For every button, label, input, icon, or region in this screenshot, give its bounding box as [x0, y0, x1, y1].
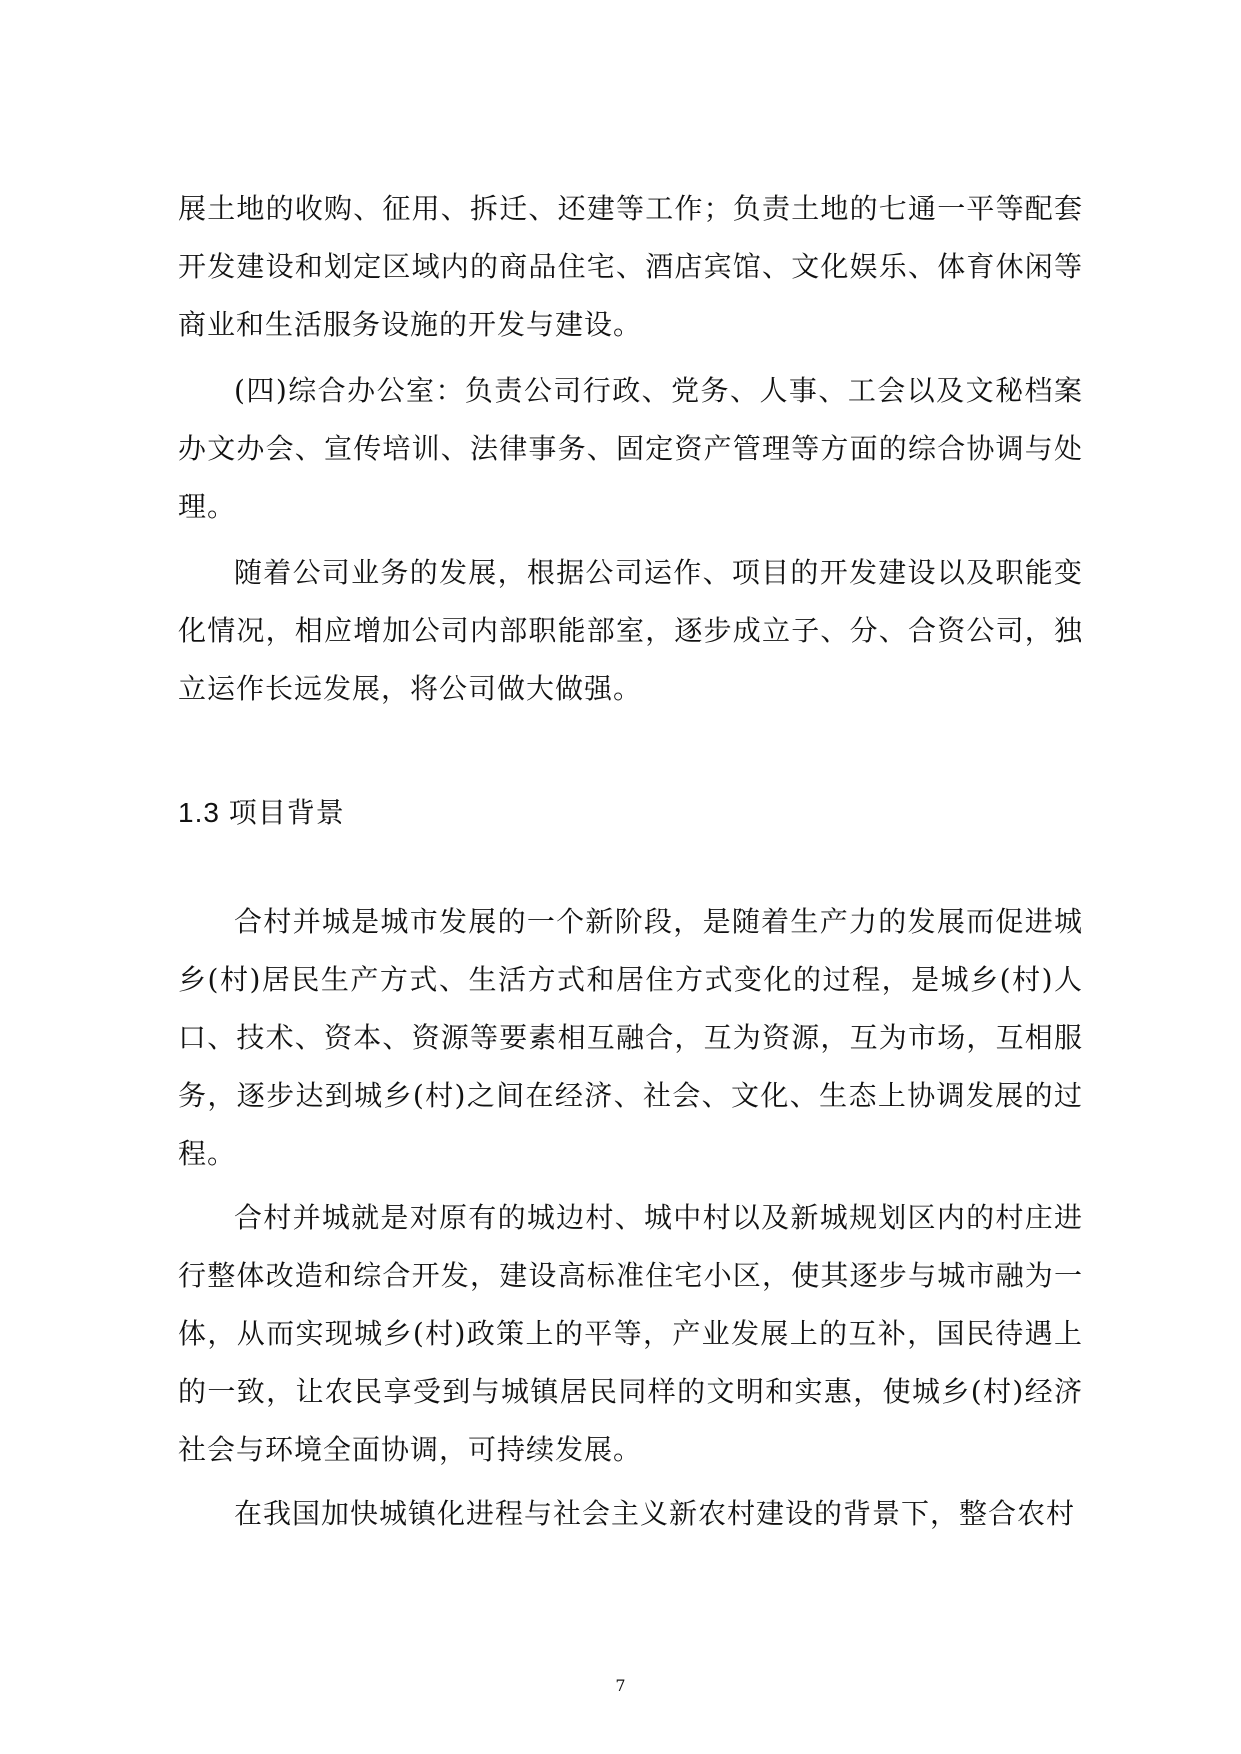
section-heading: 1.3 项目背景 — [178, 797, 345, 828]
paragraph-urbanization-context: 在我国加快城镇化进程与社会主义新农村建设的背景下，整合农村 — [234, 1497, 1076, 1530]
paragraph-land-development: 展土地的收购、征用、拆迁、还建等工作；负责土地的七通一平等配套开发建设和划定区域内的商品住宅、酒店宾馆、文化娱乐、体育休闲等商业和生活服务设施的开发与建设。 — [178, 192, 1083, 341]
page-number: 7 — [615, 1676, 626, 1695]
paragraph-general-office: (四)综合办公室：负责公司行政、党务、人事、工会以及文秘档案办文办会、宣传培训、法律事务、固定资产管理等方面的综合协调与处理。 — [178, 374, 1083, 523]
body-text-top — [178, 180, 1083, 718]
paragraph-village-city-definition: 合村并城就是对原有的城边村、城中村以及新城规划区内的村庄进行整体改造和综合开发，建设高标准住宅小区，使其逐步与城市融为一体，从而实现城乡(村)政策上的平等，产业发展上的互补，国民待遇上的一致，让农民享受到与城镇居民同样的文明和实惠，使城乡(村)经济社会与环境全面协调，可持续发展。 — [178, 1201, 1083, 1466]
body-text-bottom — [178, 893, 1083, 1549]
paragraph-company-growth: 随着公司业务的发展，根据公司运作、项目的开发建设以及职能变化情况，相应增加公司内部职能部室，逐步成立子、分、合资公司，独立运作长远发展，将公司做大做强。 — [178, 556, 1083, 705]
paragraph-village-city-stage: 合村并城是城市发展的一个新阶段，是随着生产力的发展而促进城乡(村)居民生产方式、生活方式和居住方式变化的过程，是城乡(村)人口、技术、资本、资源等要素相互融合，互为资源，互为市场，互相服务，逐步达到城乡(村)之间在经济、社会、文化、生态上协调发展的过程。 — [178, 905, 1083, 1170]
